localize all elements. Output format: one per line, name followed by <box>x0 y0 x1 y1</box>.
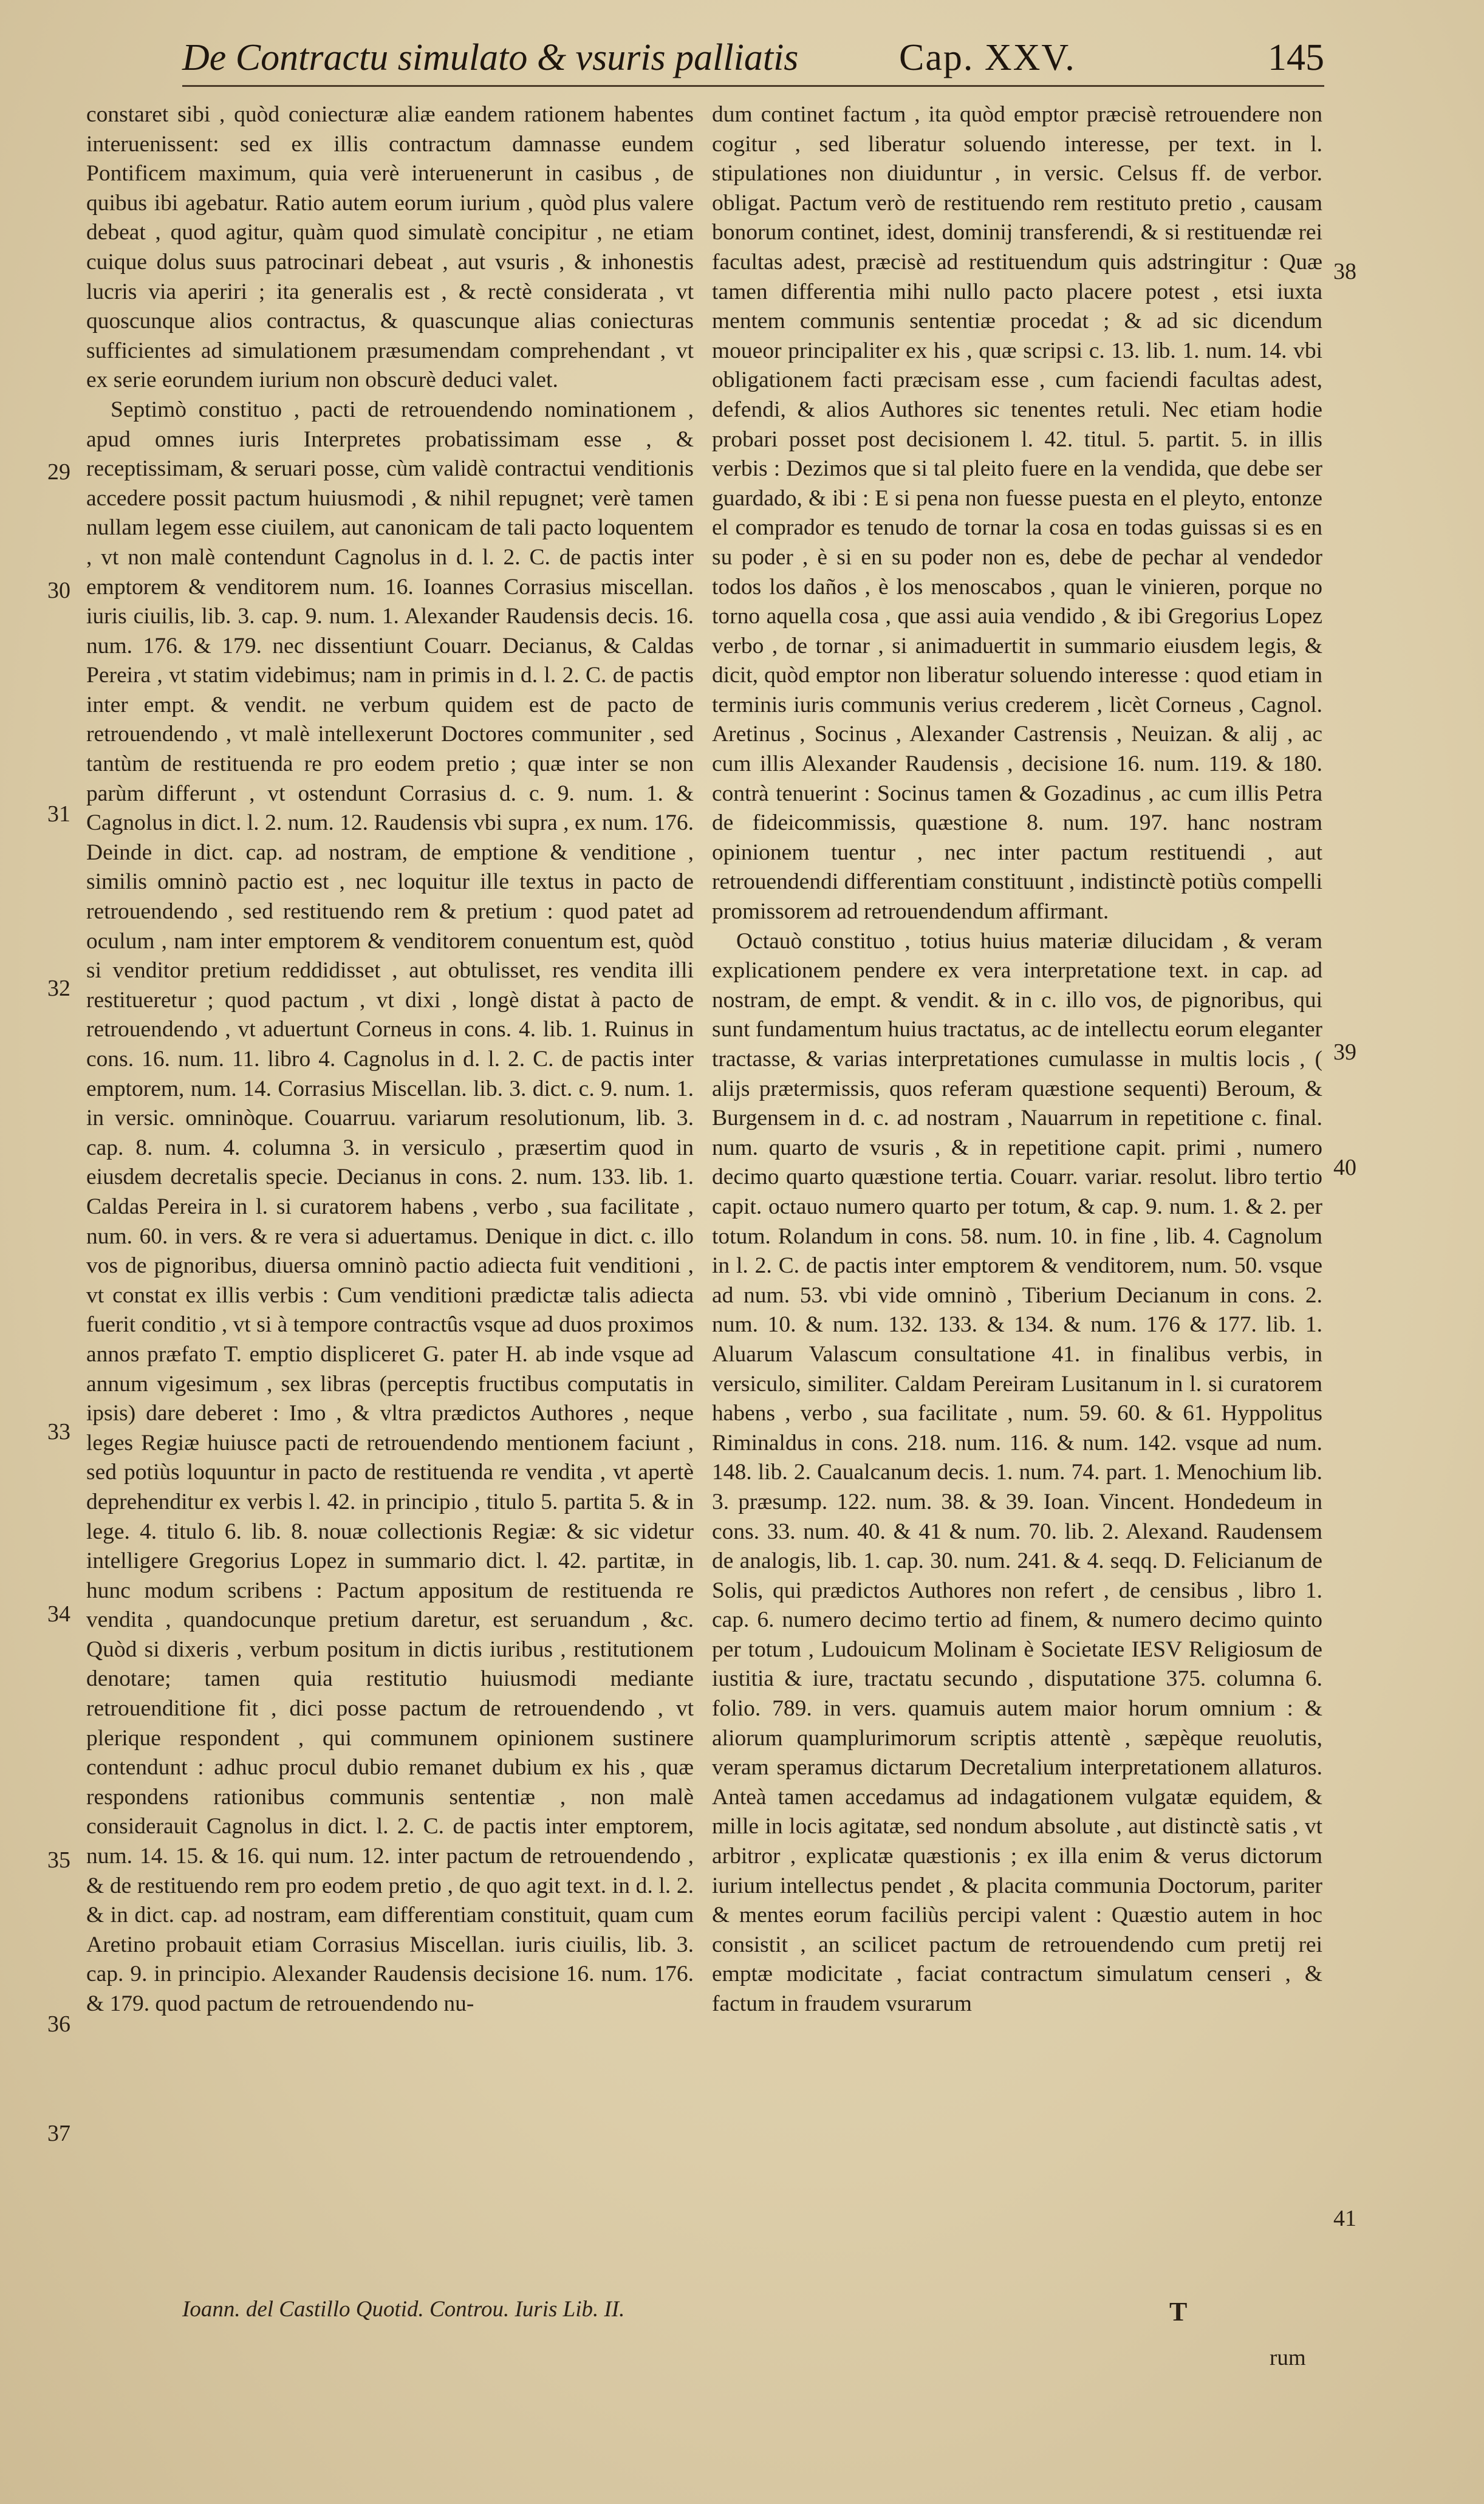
margin-number: 41 <box>1333 2206 1356 2231</box>
margin-number: 38 <box>1333 259 1356 284</box>
page-header <box>182 36 1324 87</box>
margin-number: 36 <box>47 2011 70 2037</box>
signature-mark: T <box>1169 2297 1188 2327</box>
margin-number: 33 <box>47 1419 70 1445</box>
chapter-label: Cap. XXV. <box>899 37 1076 78</box>
margin-number: 29 <box>47 459 70 485</box>
right-paragraph-2: Octauò constituo , totius huius materiæ dilucidam , & veram explicationem pendere ex vera interpretatione text. in cap. ad nostram, de empt. & vendit. & in c. illo vos, de pignoribus, qui sunt fundamentum huius tractatus, ac de intellectu eorum eleganter tractasse, & varias interpretationes cumulasse in multis locis , ( alijs prætermissis, quos referam quæstione sequenti) Beroum, & Burgensem in d. c. ad nostram , Nauarrum in repetitione c. final. num. quarto de vsuris , & in repetitione capit. primi , numero decimo quarto quæstione tertia. Couarr. variar. resolut. libro tertio capit. octauo numero quarto per totum, & cap. 9. num. 1. & 2. per totum. Rolandum in cons. 58. num. 10. in fine , lib. 4. Cagnolum in l. 2. C. de pactis inter emptorem & venditorem, num. 50. vsque ad num. 53. vbi vide omninò , Tiberium Decianum in cons. 2. num. 10. & num. 132. 133. & 134. & num. 176 & 177. lib. 1. Aluarum Valascum consultatione 41. in finalibus verbis, in versiculo, similiter. Caldam Pereiram Lusitanum in l. si curatorem habens , verbo , sua facilitate , num. 59. 60. & 61. Hyppolitus Riminaldus in cons. 218. num. 116. & num. 142. vsque ad num. 148. lib. 2. Caualcanum decis. 1. num. 74. part. 1. Menochium lib. 3. præsump. 122. num. 38. & 39. Ioan. Vincent. Hondedeum in cons. 33. num. 40. & 41 & num. 70. lib. 2. Alexand. Raudensem de analogis, lib. 1. cap. 30. num. 241. & 4. seqq. D. Felicianum de Solis, qui prædictos Authores non refert , de censibus , libro 1. cap. 6. numero decimo tertio ad finem, & numero decimo quinto per totum , Ludouicum Molinam è Societate IESV Religiosum de iustitia & iure, tractatu secundo , disputatione 375. columna 6. folio. 789. in vers. quamuis autem maior horum omnium : & aliorum quamplurimorum scriptis attentè , sæpèque reuolutis, veram speramus dictarum Decretalium interpretationem allaturos. Anteà tamen accedamus ad indagationem vulgatæ equidem, & mille in locis agitatæ, sed nondum absolute , aut distinctè satis , vt arbitror , explicatæ quæstionis ; ex illa enim & verus dictorum iurium intellectus pendet , & placita communia Doctorum, pariter & mentes eorum faciliùs percipi valent : Quæstio autem in hoc consistit , an scilicet pactum de retrouendendo cum pretij rei emptæ modicitate , faciat contractum simulatum censeri , & factum in fraudem vsurarum <box>712 928 1322 2016</box>
margin-number: 34 <box>47 1601 70 1627</box>
left-paragraph-1: constaret sibi , quòd coniecturæ aliæ eandem rationem habentes interuenissent: sed ex illis contractum damnasse eundem Pontificem maximum, quia verè interuenerunt in casibus , de quibus ibi agebatur. Ratio autem eorum iurium , quòd plus valere debeat , quod agitur, quàm quod simulatè concipitur , ne etiam cuique dolus suus patrocinari debeat , aut vsuris , & inhonestis lucris via aperiri ; ita generalis est , & rectè considerata , vt quoscunque alios contractus, & quascunque alias coniecturas sufficientes ad simulationem præsumendam comprehendant , vt ex serie eorundem iurium non obscurè deduci valet. <box>86 102 694 393</box>
left-paragraph-2: Septimò constituo , pacti de retrouendendo nominationem , apud omnes iuris Interpretes probatissimam esse , & receptissimam, & seruari posse, cùm validè contractui venditionis accedere possit pactum huiusmodi , & nihil repugnet; verè tamen nullam legem esse ciuilem, aut canonicam de tali pacto loquentem , vt non malè contendunt Cagnolus in d. l. 2. C. de pactis inter emptorem & venditorem num. 16. Ioannes Corrasius miscellan. iuris ciuilis, lib. 3. cap. 9. num. 1. Alexander Raudensis decis. 16. num. 176. & 179. nec dissentiunt Couarr. Decianus, & Caldas Pereira , vt statim videbimus; nam in primis in d. l. 2. C. de pactis inter empt. & vendit. ne verbum quidem est de pacto de retrouendendo , vt malè intellexerunt Doctores communiter , sed tantùm de restituenda re pro eodem pretio ; quæ inter se non parùm differunt , vt ostendunt Corrasius d. c. 9. num. 1. & Cagnolus in dict. l. 2. num. 12. Raudensis vbi supra , ex num. 176. Deinde in dict. cap. ad nostram, de emptione & venditione , similis omninò pactio est , nec loquitur ille textus in pacto de retrouendendo , sed restituendo rem & pretium : quod patet ad oculum , nam inter emptorem & venditorem conuentum est, quòd si venditor pretium reddidisset , aut obtulisset, res vendita illi restitueretur ; quod pactum , vt dixi , longè distat à pacto de retrouendendo , vt aduertunt Corneus in cons. 4. lib. 1. Ruinus in cons. 16. num. 11. libro 4. Cagnolus in d. l. 2. C. de pactis inter emptorem, num. 14. Corrasius Miscellan. lib. 3. dict. c. 9. num. 1. in versic. omninòque. Couarruu. variarum resolutionum, lib. 3. cap. 8. num. 4. columna 3. in versiculo , præsertim quod in eiusdem decretalis specie. Decianus in cons. 2. num. 133. lib. 1. Caldas Pereira in l. si curatorem habens , verbo , sua facilitate , num. 60. in vers. & re vera si aduertamus. Denique in dict. c. illo vos de pignoribus, diuersa omninò pactio adiecta fuit venditioni , vt constat ex illis verbis : Cum venditioni prædictæ talis adiecta fuerit conditio , vt si à tempore contractûs vsque ad duos proximos annos præfato T. emptio displiceret G. pater H. ab inde vsque ad annum vigesimum , sex libras (perceptis fructibus computatis in ipsis) dare deberet : Imo , & vltra prædictos Authores , neque leges Regiæ huiusce pacti de retrouendendo mentionem faciunt , sed potiùs loquuntur in pacto de restituenda re vendita , vt apertè deprehenditur ex verbis l. 42. in principio , titulo 5. partita 5. & in lege. 4. titulo 6. lib. 8. nouæ collectionis Regiæ: & sic videtur intelligere Gregorius Lopez in summario dict. l. 42. partitæ, in hunc modum scribens : Pactum appositum de restituenda re vendita , quandocunque pretium daretur, est seruandum , &c. Quòd si dixeris , verbum positum in dictis iuribus , restitutionem denotare; tamen quia restitutio huiusmodi mediante retrouenditione fit , dici posse pactum de retrouendendo , vt plerique respondent , qui communem opinionem sustinere contendunt : adhuc procul dubio remanet dubium ex his , quæ respondens rationibus communis sententiæ , non malè considerauit Cagnolus in dict. l. 2. C. de pactis inter emptorem, num. 14. 15. & 16. qui num. 12. inter pactum de retrouendendo , & de restituendo rem pro eodem pretio , de quo agit text. in d. l. 2. & in dict. cap. ad nostram, eam differentiam constituit, quam cum Aretino probauit etiam Corrasius Miscellan. iuris ciuilis, lib. 3. cap. 9. in principio. Alexander Raudensis decisione 16. num. 176. & 179. quod pactum de retrouendendo nu- <box>86 397 694 2016</box>
margin-number: 30 <box>47 578 70 603</box>
margin-number: 40 <box>1333 1155 1356 1180</box>
left-column <box>86 100 694 2019</box>
right-column <box>712 100 1322 2019</box>
right-paragraph-1: dum continet factum , ita quòd emptor præcisè retrouendere non cogitur , sed liberatur soluendo interesse, per text. in l. stipulationes non diuiduntur , in versic. Celsus ff. de verbor. obligat. Pactum verò de restituendo rem restituto pretio , causam bonorum continet, idest, dominij transferendi, & si restituendæ rei facultas adest, præcisè ad restituendum quis adstringitur : Quæ tamen differentia mihi nullo pacto placere potest , etsi iuxta mentem communis sententiæ procedat ; & ad sic dicendum moueor principaliter ex his , quæ scripsi c. 13. lib. 1. num. 14. vbi obligationem facti præcisam esse , cum faciendi facultas adest, defendi, & alios Authores sic tenentes retuli. Nec etiam hodie probari posset post decisionem l. 42. titul. 5. partit. 5. in illis verbis : Dezimos que si tal pleito fuere en la vendida, que debe ser guardado, & ibi : E si pena non fuesse puesta en el pleyto, entonze el comprador es tenudo de tornar la cosa en todas guissas si es en su poder , è si en su poder non es, debe de pechar al vendedor todos los daños , è los menoscabos , quan le vinieren, porque no torno aquella cosa , que assi auia vendido , & ibi Gregorius Lopez verbo , de tornar , si animaduertit in summario eiusdem legis, & dicit, quòd emptor non liberatur soluendo interesse : quod etiam in terminis iuris communis verius crederem , licèt Corneus , Cagnol. Aretinus , Socinus , Alexander Castrensis , Neuizan. & alij , ac cum illis Alexander Raudensis , decisione 16. num. 119. & 180. contrà tenuerint : Socinus tamen & Gozadinus , ac cum illis Petra de fideicommissis, quæstione 8. num. 197. hanc nostram opinionem tuentur , nec inter pactum restituendi , aut retrouendendi differentiam constituunt , indistinctè potiùs compelli promissorem ad retrouendendum affirmant. <box>712 102 1322 925</box>
margin-number: 39 <box>1333 1039 1356 1065</box>
running-title: De Contractu simulato & vsuris palliatis <box>182 37 799 78</box>
margin-number: 37 <box>47 2121 70 2146</box>
catchword: rum <box>1270 2345 1306 2370</box>
margin-number: 35 <box>47 1847 70 1873</box>
margin-number: 31 <box>47 801 70 827</box>
page-number: 145 <box>1268 37 1324 78</box>
running-footer: Ioann. del Castillo Quotid. Controu. Iuris Lib. II. <box>182 2297 625 2322</box>
margin-number: 32 <box>47 976 70 1001</box>
